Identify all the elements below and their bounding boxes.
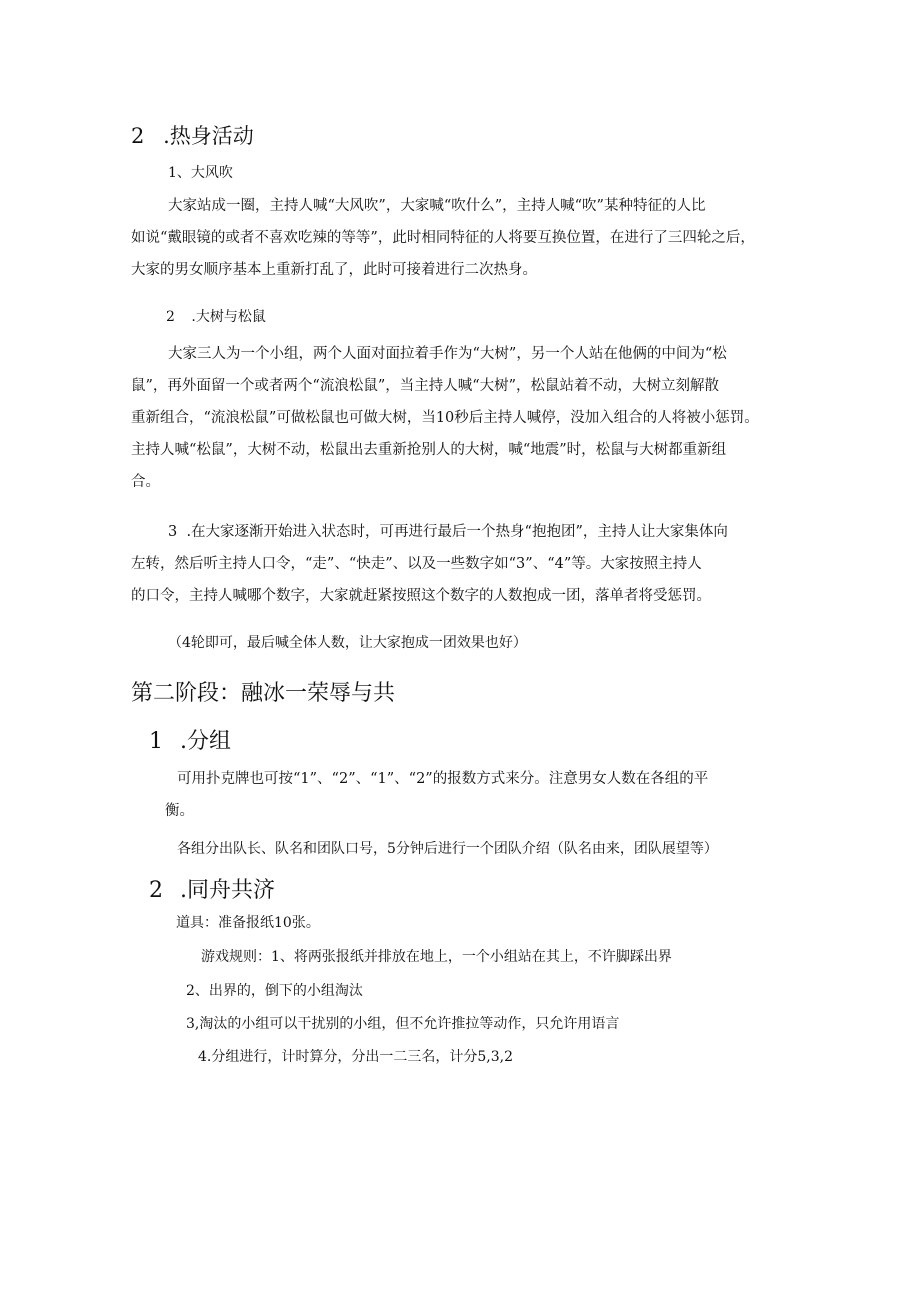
heading-text: .热身活动 xyxy=(163,124,254,148)
paragraph-dashu-songshu xyxy=(131,338,759,498)
rule-line-4: 4.分组进行，计时算分，分出一二三名，计分5,3,2 xyxy=(198,1049,513,1065)
paragraph-fenzu xyxy=(165,763,708,827)
heading-number: 2 xyxy=(131,124,145,148)
title-text: .大树与松鼠 xyxy=(191,309,266,325)
text-line: 如说“戴眼镜的或者不喜欢吃辣的等等”，此时相同特征的人将要互换位置，在进行了三四轮之后， xyxy=(131,230,755,246)
text-line: 左转，然后听主持人口令，“走”、“快走”、以及一些数字如“3”、“4”等。大家按照主持人 xyxy=(131,556,702,572)
section-heading-warmup xyxy=(131,120,254,150)
rule-line-2: 2、出界的，倒下的小组淘汰 xyxy=(186,983,363,999)
paragraph-dafengchui xyxy=(131,190,755,286)
text-line: 鼠”，再外面留一个或者两个“流浪松鼠”，当主持人喊“大树”，松鼠站着不动，大树立刻解散 xyxy=(131,378,720,394)
paragraph-team-intro: 各组分出队长、队名和团队口号，5分钟后进行一个团队介绍（队名由来，团队展望等） xyxy=(177,841,718,857)
text-line: 大家的男女顺序基本上重新打乱了，此时可接着进行二次热身。 xyxy=(131,262,537,278)
text-line: 可用扑克牌也可按“1”、“2”、“1”、“2”的报数方式来分。注意男女人数在各组的平 xyxy=(177,771,709,787)
section-heading-tongzhou xyxy=(149,873,275,904)
text-line: 主持人喊“松鼠”，大树不动，松鼠出去重新抢别人的大树，喊“地震”时，松鼠与大树都重新组 xyxy=(131,442,727,458)
heading-text: .分组 xyxy=(180,729,231,754)
game-title-dafengchui: 1、大风吹 xyxy=(168,165,233,181)
props-line: 道具：准备报纸10张。 xyxy=(176,915,320,931)
text-line: 大家三人为一个小组，两个人面对面拉着手作为“大树”，另一个人站在他俩的中间为“松 xyxy=(168,346,727,362)
text-line: 衡。 xyxy=(165,803,194,819)
heading-number: 2 xyxy=(149,878,163,903)
title-number: 2 xyxy=(166,309,175,325)
text-line: 重新组合，“流浪松鼠”可做松鼠也可做大树，当10秒后主持人喊停，没加入组合的人将被小惩罚。 xyxy=(131,410,759,426)
note-baobaotuan: （4轮即可，最后喊全体人数，让大家抱成一团效果也好） xyxy=(168,635,527,651)
rule-line-3: 3,淘汰的小组可以干扰别的小组，但不允许推拉等动作，只允许用语言 xyxy=(186,1016,620,1032)
game-title-dashu-songshu xyxy=(166,306,266,326)
text-line: 3 .在大家逐渐开始进入状态时，可再进行最后一个热身“抱抱团”，主持人让大家集体向 xyxy=(168,524,728,540)
heading-number: 1 xyxy=(149,729,163,754)
paragraph-baobaotuan xyxy=(131,516,728,612)
heading-text: .同舟共济 xyxy=(180,878,275,903)
rule-line-1: 游戏规则：1、将两张报纸并排放在地上，一个小组站在其上，不许脚踩出界 xyxy=(201,949,672,965)
text-line: 合。 xyxy=(131,474,160,490)
stage-title: 第二阶段：融冰一荣辱与共 xyxy=(131,681,396,706)
text-line: 大家站成一圈，主持人喊“大风吹”，大家喊“吹什么”，主持人喊“吹”某种特征的人比 xyxy=(168,198,706,214)
text-line: 的口令，主持人喊哪个数字，大家就赶紧按照这个数字的人数抱成一团，落单者将受惩罚。 xyxy=(131,588,711,604)
section-heading-fenzu xyxy=(149,724,231,755)
